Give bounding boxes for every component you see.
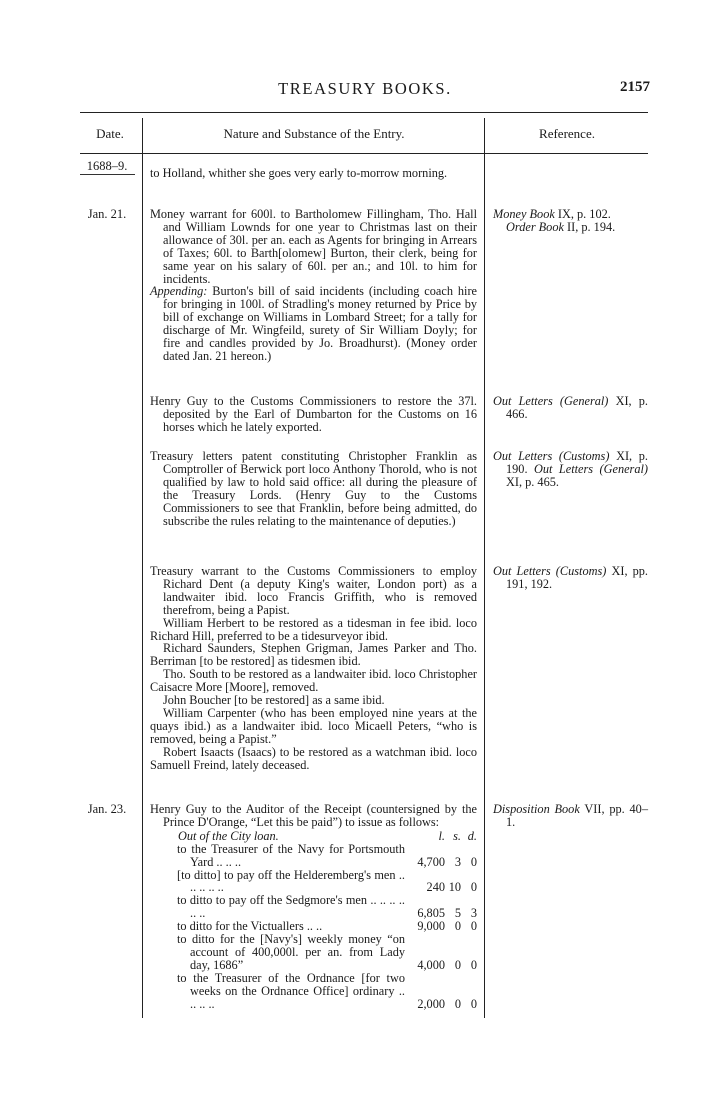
account-item-amount [405, 959, 477, 972]
amount-pence: 0 [470, 919, 477, 934]
date-divider [80, 174, 135, 175]
entry-text [150, 208, 477, 363]
column-head-reference: Reference. [539, 126, 595, 141]
entry-appending [150, 285, 477, 362]
pence-head: d. [467, 828, 477, 843]
entry-text [150, 565, 477, 772]
account-item [150, 972, 477, 1011]
entry-text [150, 803, 477, 1011]
amount-shillings: 0 [454, 919, 461, 934]
amount-pounds: 2,000 [417, 996, 445, 1011]
account-item-amount [405, 920, 477, 933]
reference-book: Money Book [493, 207, 555, 221]
entry-paragraph: John Boucher [to be restored] as a same ibid. [163, 693, 385, 708]
entry-paragraph: Tho. South to be restored as a landwaiter ibid. loco Christopher Caisacre More [Moore], removed. [150, 667, 477, 695]
entry-date: Jan. 21. [87, 207, 127, 221]
reference-book: Out Letters (Customs) [493, 449, 610, 463]
amount-shillings: 0 [454, 996, 461, 1011]
amount-pounds: 240 [426, 880, 445, 895]
amount-pence: 0 [470, 957, 477, 972]
reference-line [493, 395, 648, 421]
amount-pounds: 6,805 [417, 906, 445, 921]
reference-line [493, 803, 648, 829]
reference-book: Disposition Book [493, 802, 580, 816]
entry-date: 1688–9. [86, 159, 128, 173]
amount-shillings: 3 [454, 854, 461, 869]
entry-paragraph: William Herbert to be restored as a tidesman in fee ibid. loco Richard Hill, preferred to be a tidesurveyor ibid. [150, 615, 477, 643]
entry-reference [493, 803, 648, 829]
pounds-head: l. [438, 828, 445, 843]
table-header-rule [80, 153, 648, 154]
reference-detail: XI, p. 465. [506, 475, 559, 489]
entry-paragraph: Treasury letters patent constituting Christopher Franklin as Comptroller of Berwick port loco Anthony Thorold, who is not qualified by law to hold said office: all during the pleasure of the Treasury Lords. (Henry Guy to the Customs Commissioners to see that Franklin, before being admitted, do subscribe the rules relating to the maintenance of deputies.) [150, 449, 477, 528]
account-heading-label: Out of the City loan. [178, 828, 279, 843]
appending-text: Burton's bill of said incidents (including coach hire for bringing in 100l. of Stradling's money returned by Price by bill of exchange on Williams in Lombard Street; for a tally for discharge of Mr. Wingfeild, surety of Sir William Doyly; for fire and candles provided by Jo. Broadhurst). (Money order dated Jan. 21 hereon.) [163, 284, 478, 363]
reference-line [493, 221, 648, 234]
account-item-desc: to the Treasurer of the Navy for Portsmouth Yard .. .. .. [177, 841, 405, 869]
account-item [150, 869, 477, 895]
amount-pence: 0 [470, 996, 477, 1011]
entry-date: Jan. 23. [87, 802, 127, 816]
entry-paragraph: Henry Guy to the Customs Commissioners to restore the 37l. deposited by the Earl of Dumbarton for the Customs on 16 horses which he lately exported. [150, 394, 477, 434]
account-heading [150, 830, 477, 843]
account-item-amount [405, 998, 477, 1011]
reference-book: Out Letters (Customs) [493, 564, 607, 578]
column-head-date: Date. [96, 126, 124, 141]
running-title: TREASURY BOOKS. [278, 79, 452, 98]
account-item-amount [405, 881, 477, 894]
amount-pence: 3 [470, 906, 477, 921]
reference-book: Out Letters (General) [493, 394, 609, 408]
reference-line [493, 450, 648, 489]
amount-shillings: 10 [448, 880, 461, 895]
account-item-desc: [to ditto] to pay off the Helderemberg's men .. .. .. .. .. [177, 867, 405, 895]
amount-pounds: 4,700 [417, 854, 445, 869]
account-item-desc: to ditto for the [Navy's] weekly money “on account of 400,000l. per an. from Lady day, 1686” [177, 932, 405, 972]
reference-detail: II, p. 194. [567, 220, 616, 234]
appending-label: Appending: [150, 284, 208, 299]
entry-paragraph: to Holland, whither she goes very early to-morrow morning. [150, 166, 448, 180]
column-rule-left [142, 118, 143, 1018]
reference-detail: XI, p. 466. [506, 394, 648, 421]
page-number: 2157 [620, 79, 650, 95]
account-item [150, 933, 477, 972]
account-item [150, 894, 477, 920]
amount-pounds: 4,000 [417, 957, 445, 972]
entry-paragraph: Henry Guy to the Auditor of the Receipt (countersigned by the Prince D'Orange, “Let this be paid”) to issue as follows: [150, 802, 477, 829]
amount-shillings: 5 [454, 906, 461, 921]
entry-reference [493, 450, 648, 489]
entry-reference [493, 395, 648, 421]
entry-text [150, 395, 477, 434]
entry-paragraph: Richard Saunders, Stephen Grigman, James Parker and Tho. Berriman [to be restored] as tidesmen ibid. [150, 641, 477, 669]
reference-detail: IX, p. 102. [557, 207, 611, 221]
entry-paragraph: Robert Isaacts (Isaacs) to be restored as a watchman ibid. loco Samuell Freind, lately deceased. [150, 744, 477, 772]
running-head [80, 79, 650, 99]
reference-book: Order Book [506, 220, 564, 234]
reference-detail: XI, pp. 191, 192. [506, 564, 649, 591]
account-item-amount [405, 856, 477, 869]
account-item-desc: to ditto for the Victuallers .. .. [177, 919, 323, 934]
amount-pounds: 9,000 [417, 919, 445, 934]
account-item-desc: to ditto to pay off the Sedgmore's men .. .. .. .. .. .. [177, 893, 405, 921]
account-item [150, 843, 477, 869]
money-column-heads [405, 830, 477, 843]
account-item-desc: to the Treasurer of the Ordnance [for two weeks on the Ordnance Office] ordinary .. .. .. .. [177, 970, 405, 1011]
amount-shillings: 0 [454, 957, 461, 972]
amount-pence: 0 [470, 880, 477, 895]
amount-pence: 0 [470, 854, 477, 869]
reference-detail: VII, pp. 40–1. [506, 802, 648, 829]
reference-detail: XI, p. 190. [506, 449, 648, 476]
entry-paragraph: Money warrant for 600l. to Bartholomew Fillingham, Tho. Hall and William Lownds for one year to Christmas last on their allowance of 30l. per an. each as Agents for bringing in Arrears of Taxes; 60l. to Barth[olomew] Burton, their clerk, being for same year on his salary of 60l. per an.; and 10l. to him for incidents. [150, 207, 477, 286]
entry-text [150, 167, 477, 180]
reference-book: Out Letters (General) [534, 462, 648, 476]
entry-paragraph: Treasury warrant to the Customs Commissioners to employ Richard Dent (a deputy King's waiter, London port) as a landwaiter ibid. loco Francis Griffith, who is removed therefrom, being a Papist. [150, 564, 477, 617]
entry-paragraph: William Carpenter (who has been employed nine years at the quays ibid.) as a landwaiter ibid. loco Micaell Peters, “who is removed, being a Papist.” [150, 705, 477, 746]
table-top-rule [80, 112, 648, 113]
shillings-head: s. [453, 828, 461, 843]
column-head-nature: Nature and Substance of the Entry. [223, 126, 405, 141]
column-rule-right [484, 118, 485, 1018]
reference-line [493, 565, 648, 591]
entry-reference [493, 208, 648, 234]
entry-reference [493, 565, 648, 591]
entry-text [150, 450, 477, 527]
